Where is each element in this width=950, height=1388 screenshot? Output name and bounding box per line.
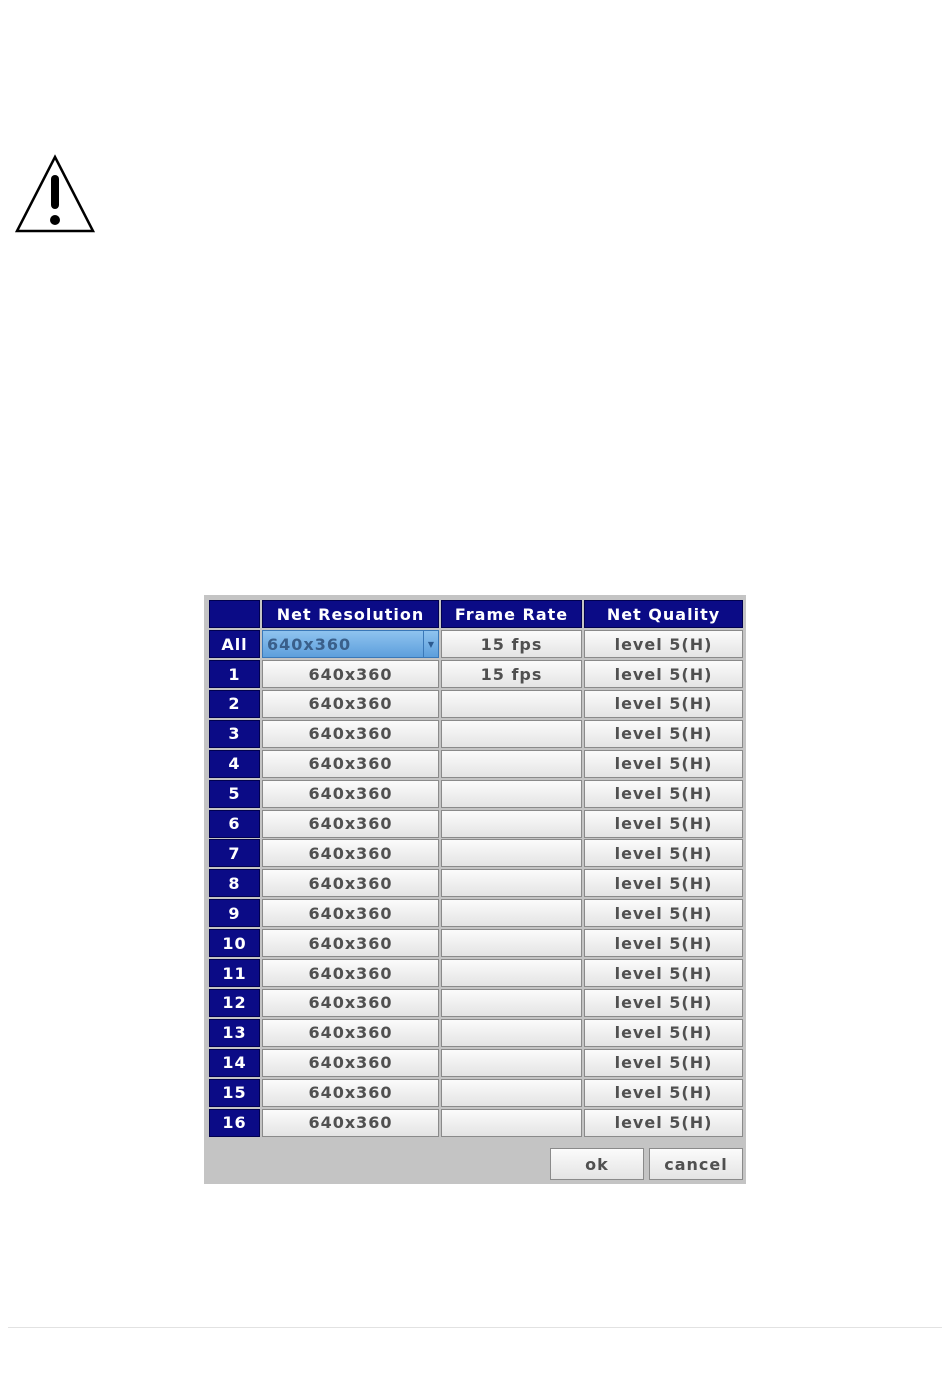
frame-rate-button[interactable] [441, 989, 582, 1017]
resolution-button[interactable]: 640x360 [262, 750, 439, 778]
warning-icon [14, 153, 96, 235]
resolution-button[interactable]: 640x360 [262, 690, 439, 718]
ok-button[interactable]: ok [550, 1148, 644, 1180]
quality-button[interactable]: level 5(H) [584, 869, 743, 897]
row-number: 2 [209, 690, 260, 718]
frame-rate-button[interactable] [441, 929, 582, 957]
header-num [209, 600, 260, 628]
quality-button[interactable]: level 5(H) [584, 750, 743, 778]
row-number: 8 [209, 869, 260, 897]
page-footer-divider [8, 1327, 942, 1328]
quality-button[interactable]: level 5(H) [584, 720, 743, 748]
frame-rate-button[interactable] [441, 899, 582, 927]
row-number: 11 [209, 959, 260, 987]
row-number: 3 [209, 720, 260, 748]
frame-rate-button[interactable] [441, 1019, 582, 1047]
cancel-button[interactable]: cancel [649, 1148, 743, 1180]
quality-button[interactable]: level 5(H) [584, 989, 743, 1017]
frame-rate-button[interactable] [441, 750, 582, 778]
resolution-button[interactable]: 640x360 [262, 810, 439, 838]
resolution-button[interactable]: 640x360 [262, 1079, 439, 1107]
quality-button[interactable]: level 5(H) [584, 780, 743, 808]
frame-rate-button[interactable] [441, 810, 582, 838]
quality-button[interactable]: level 5(H) [584, 839, 743, 867]
row-label-all: All [209, 630, 260, 658]
resolution-button[interactable]: 640x360 [262, 1049, 439, 1077]
resolution-button[interactable]: 640x360 [262, 929, 439, 957]
header-frame-rate: Frame Rate [441, 600, 582, 628]
frame-rate-button[interactable] [441, 839, 582, 867]
row-number: 4 [209, 750, 260, 778]
frame-rate-button[interactable] [441, 1109, 582, 1137]
row-number: 6 [209, 810, 260, 838]
quality-button[interactable]: level 5(H) [584, 1019, 743, 1047]
resolution-button[interactable]: 640x360 [262, 869, 439, 897]
quality-button[interactable]: level 5(H) [584, 899, 743, 927]
row-number: 7 [209, 839, 260, 867]
resolution-button[interactable]: 640x360 [262, 989, 439, 1017]
frame-rate-button[interactable] [441, 720, 582, 748]
quality-button[interactable]: level 5(H) [584, 690, 743, 718]
resolution-button[interactable]: 640x360 [262, 1109, 439, 1137]
row-number: 16 [209, 1109, 260, 1137]
all-resolution-value: 640x360 [267, 634, 352, 654]
frame-rate-button[interactable] [441, 1079, 582, 1107]
chevron-down-icon[interactable]: ▼ [423, 631, 438, 657]
resolution-button[interactable]: 640x360 [262, 720, 439, 748]
row-number: 15 [209, 1079, 260, 1107]
frame-rate-button[interactable] [441, 869, 582, 897]
row-number: 5 [209, 780, 260, 808]
row-number: 9 [209, 899, 260, 927]
resolution-button[interactable]: 640x360 [262, 959, 439, 987]
row-number: 10 [209, 929, 260, 957]
frame-rate-button[interactable] [441, 1049, 582, 1077]
quality-button[interactable]: level 5(H) [584, 1049, 743, 1077]
resolution-button[interactable]: 640x360 [262, 839, 439, 867]
frame-rate-button[interactable] [441, 959, 582, 987]
all-quality-button[interactable]: level 5(H) [584, 630, 743, 658]
row-number: 12 [209, 989, 260, 1017]
header-net-resolution: Net Resolution [262, 600, 439, 628]
quality-button[interactable]: level 5(H) [584, 929, 743, 957]
resolution-button[interactable]: 640x360 [262, 780, 439, 808]
frame-rate-button[interactable] [441, 780, 582, 808]
resolution-button[interactable]: 640x360 [262, 1019, 439, 1047]
quality-button[interactable]: level 5(H) [584, 1109, 743, 1137]
quality-button[interactable]: level 5(H) [584, 1079, 743, 1107]
row-number: 14 [209, 1049, 260, 1077]
quality-button[interactable]: level 5(H) [584, 810, 743, 838]
row-number: 13 [209, 1019, 260, 1047]
resolution-button[interactable]: 640x360 [262, 660, 439, 688]
all-frame-rate-button[interactable]: 15 fps [441, 630, 582, 658]
all-resolution-select[interactable] [262, 630, 439, 658]
net-settings-dialog [204, 595, 746, 1184]
row-number: 1 [209, 660, 260, 688]
frame-rate-button[interactable] [441, 690, 582, 718]
frame-rate-button[interactable]: 15 fps [441, 660, 582, 688]
quality-button[interactable]: level 5(H) [584, 660, 743, 688]
resolution-button[interactable]: 640x360 [262, 899, 439, 927]
quality-button[interactable]: level 5(H) [584, 959, 743, 987]
header-net-quality: Net Quality [584, 600, 743, 628]
